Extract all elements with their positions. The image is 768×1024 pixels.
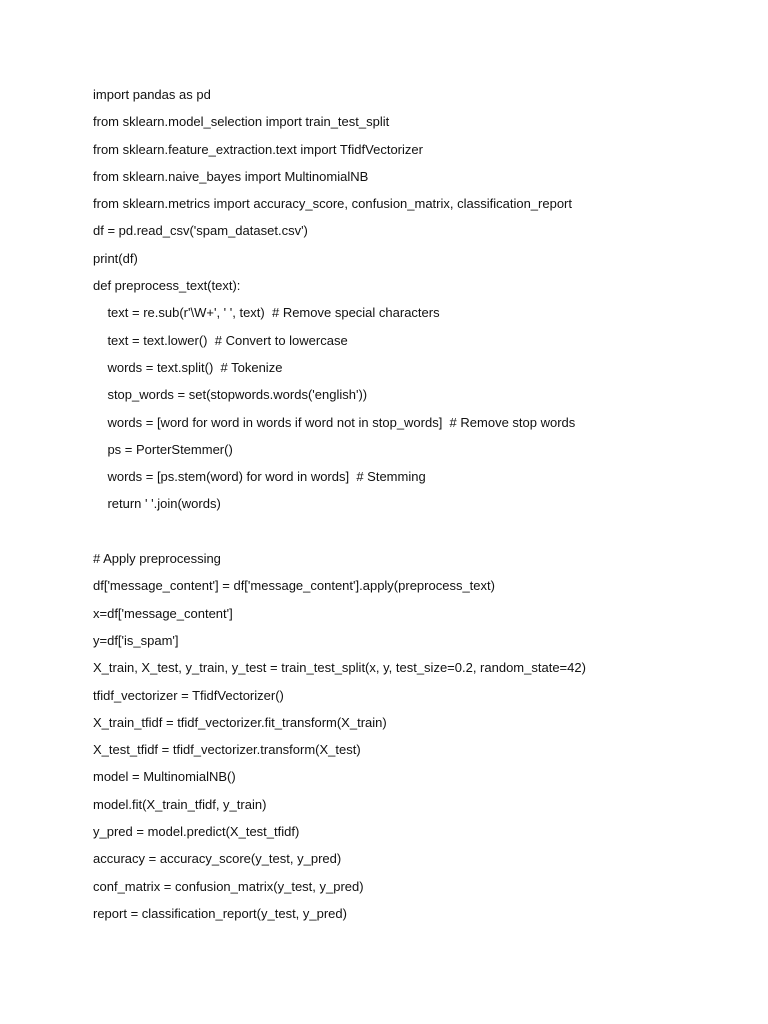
- code-line: df = pd.read_csv('spam_dataset.csv'): [93, 223, 308, 239]
- code-line: conf_matrix = confusion_matrix(y_test, y_pred): [93, 878, 364, 894]
- code-line: from sklearn.feature_extraction.text import TfidfVectorizer: [93, 141, 423, 157]
- code-line: model.fit(X_train_tfidf, y_train): [93, 796, 267, 812]
- code-line: words = [word for word in words if word not in stop_words] # Remove stop words: [93, 414, 576, 430]
- blank-line: [93, 523, 733, 550]
- code-line: return ' '.join(words): [93, 496, 221, 512]
- code-line: x=df['message_content']: [93, 605, 233, 621]
- code-line: X_test_tfidf = tfidf_vectorizer.transform(X_test): [93, 742, 361, 758]
- code-line: def preprocess_text(text):: [93, 278, 241, 294]
- code-line: words = [ps.stem(word) for word in words] # Stemming: [93, 469, 426, 485]
- code-line: y_pred = model.predict(X_test_tfidf): [93, 824, 300, 840]
- code-line: from sklearn.model_selection import train_test_split: [93, 114, 390, 130]
- code-line: model = MultinomialNB(): [93, 769, 236, 785]
- code-line: accuracy = accuracy_score(y_test, y_pred): [93, 851, 342, 867]
- code-line: print(df): [93, 250, 138, 266]
- code-line: from sklearn.naive_bayes import MultinomialNB: [93, 168, 369, 184]
- code-line: text = text.lower() # Convert to lowercase: [93, 332, 348, 348]
- code-line: ps = PorterStemmer(): [93, 441, 233, 457]
- code-line: report = classification_report(y_test, y_pred): [93, 905, 347, 921]
- code-line: import pandas as pd: [93, 87, 211, 102]
- code-line: X_train_tfidf = tfidf_vectorizer.fit_transform(X_train): [93, 714, 387, 730]
- code-line: df['message_content'] = df['message_content'].apply(preprocess_text): [93, 578, 495, 594]
- code-line: X_train, X_test, y_train, y_test = train_test_split(x, y, test_size=0.2, random_state=42): [93, 660, 586, 676]
- code-line: y=df['is_spam']: [93, 632, 179, 648]
- code-line: words = text.split() # Tokenize: [93, 359, 283, 375]
- code-line: # Apply preprocessing: [93, 551, 221, 567]
- code-line: tfidf_vectorizer = TfidfVectorizer(): [93, 687, 284, 703]
- code-block: [93, 86, 733, 932]
- code-line: stop_words = set(stopwords.words('english')): [93, 387, 368, 403]
- code-line: text = re.sub(r'\W+', ' ', text) # Remove special characters: [93, 305, 440, 321]
- code-line: from sklearn.metrics import accuracy_score, confusion_matrix, classification_report: [93, 196, 573, 212]
